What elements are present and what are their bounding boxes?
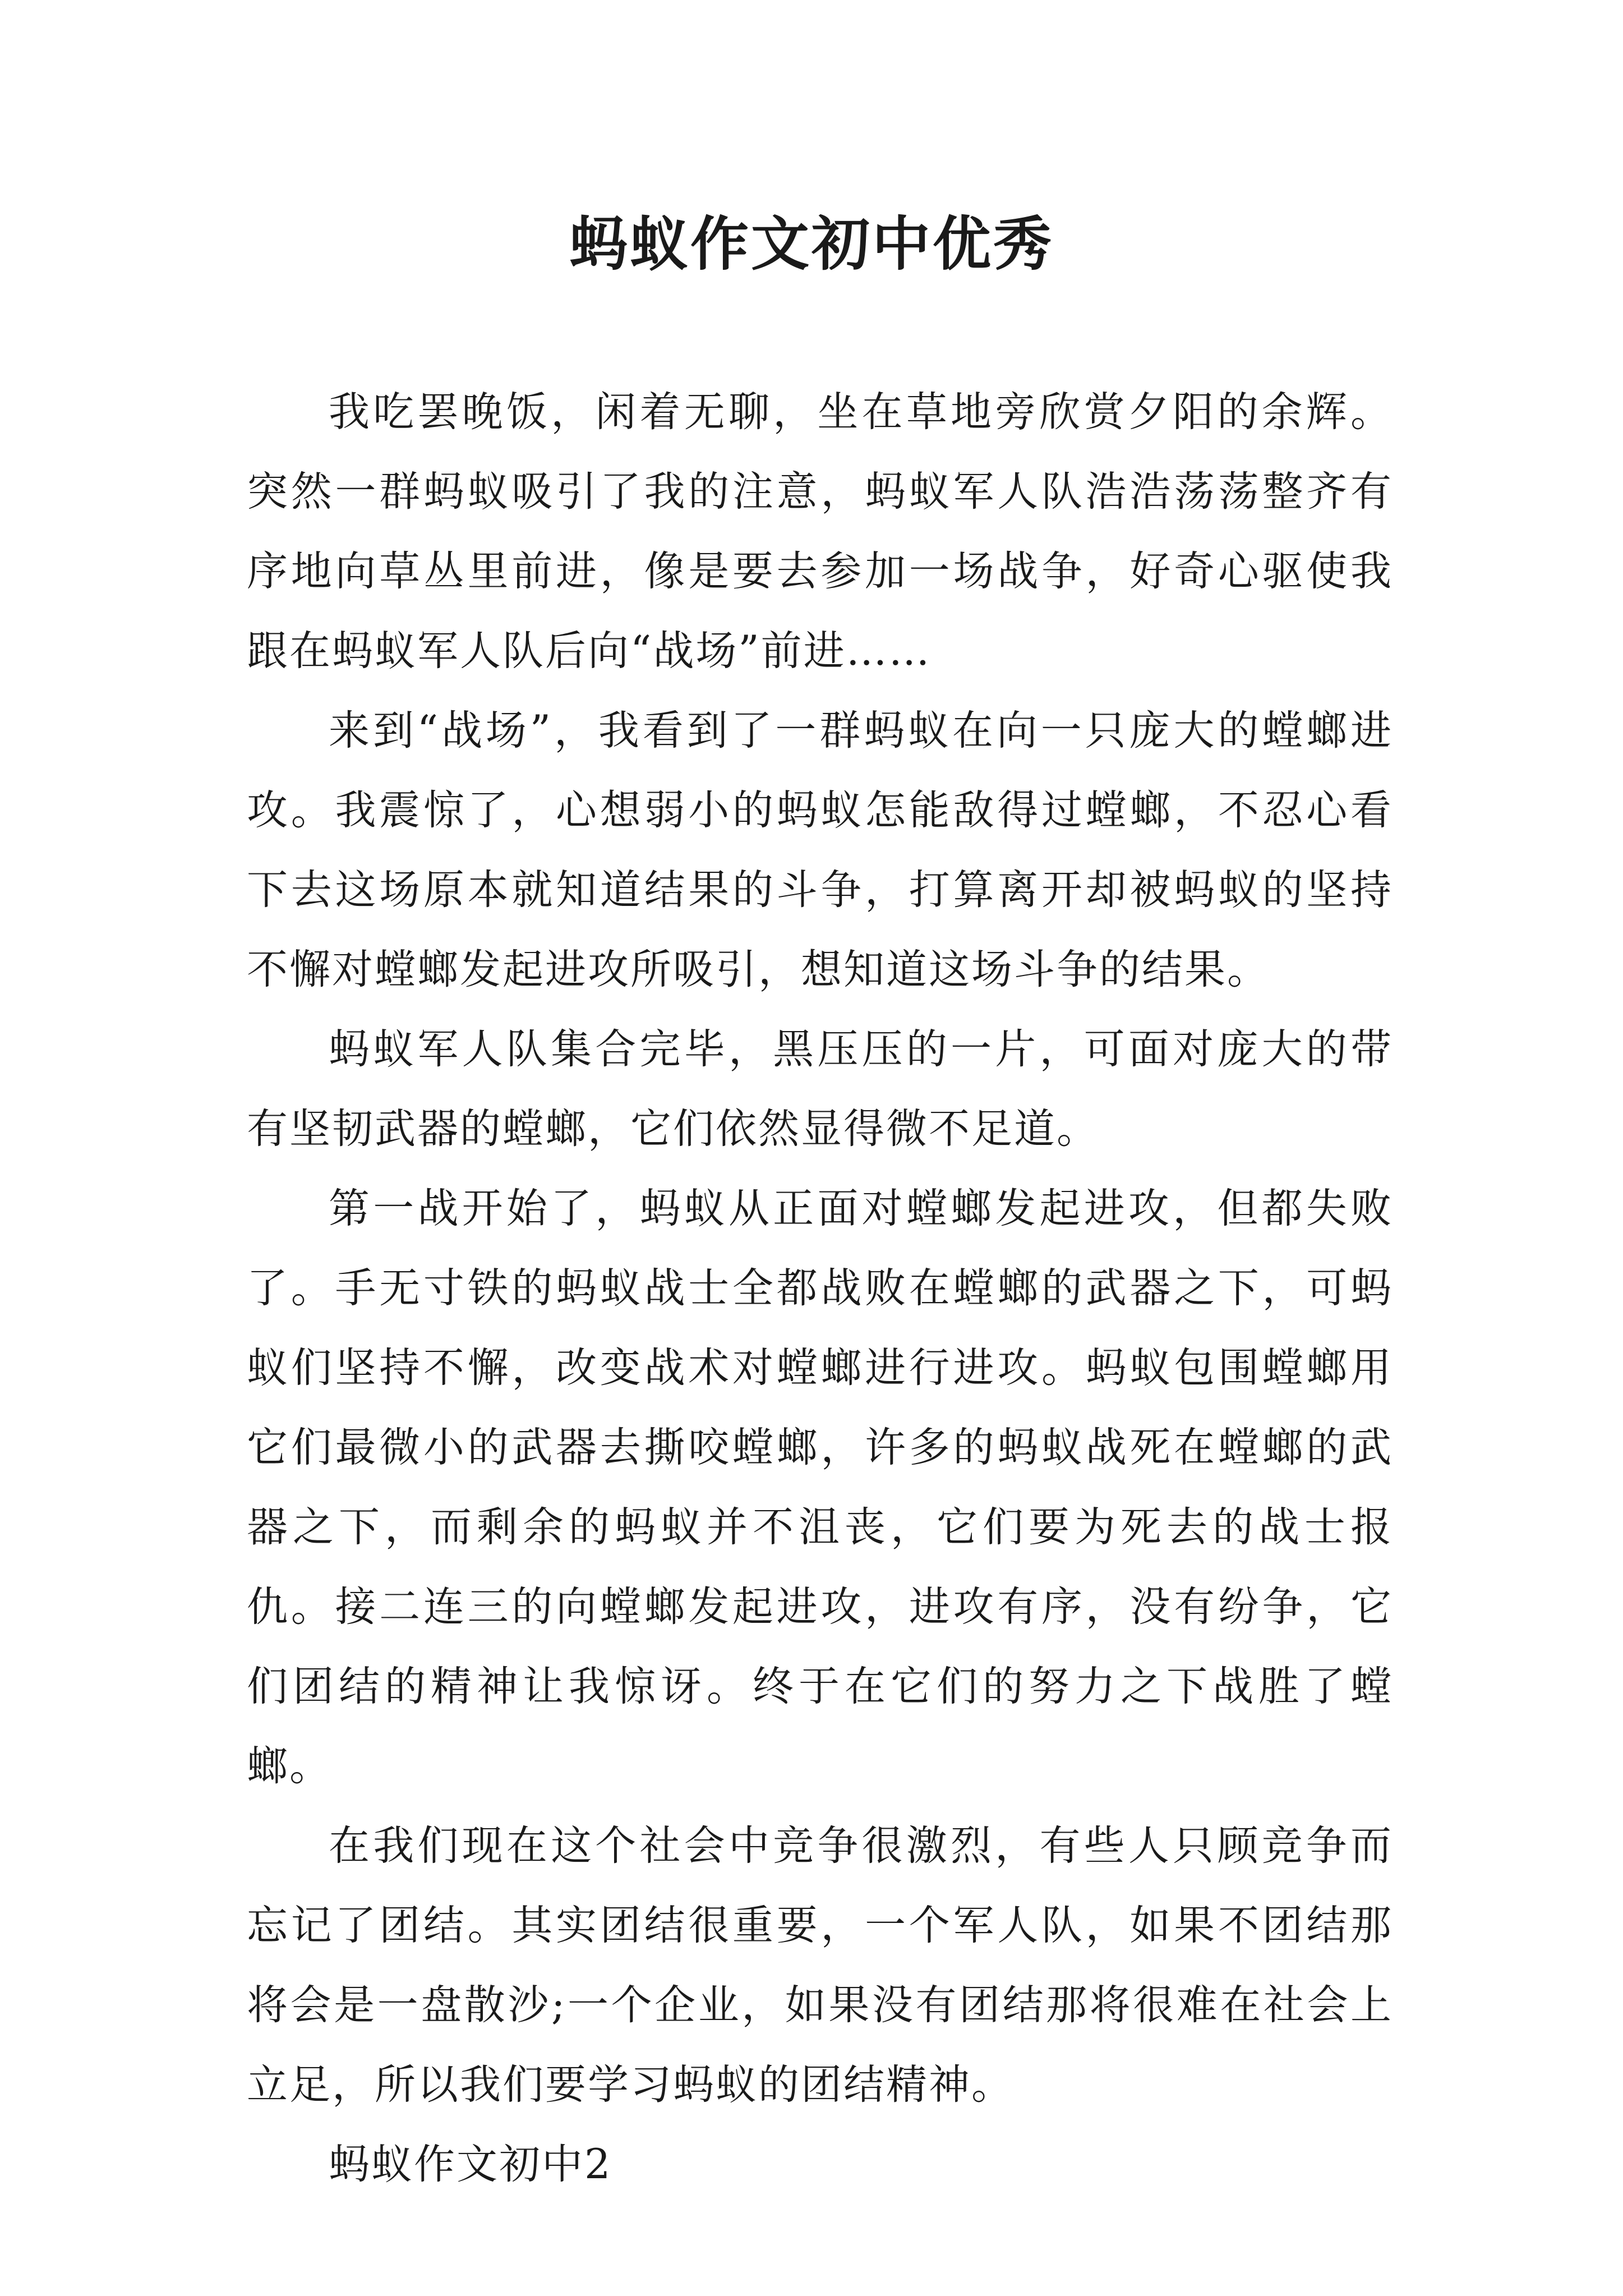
paragraph-5: 在我们现在这个社会中竞争很激烈，有些人只顾竞争而忘记了团结。其实团结很重要，一个军人队，如果不团结那将会是一盘散沙;一个企业，如果没有团结那将很难在社会上立足，所以我们要学习蚂蚁的团结精神。: [247, 1822, 1393, 2109]
paragraph-4: 第一战开始了，蚂蚁从正面对螳螂发起进攻，但都失败了。手无寸铁的蚂蚁战士全都战败在螳螂的武器之下，可蚂蚁们坚持不懈，改变战术对螳螂进行进攻。蚂蚁包围螳螂用它们最微小的武器去撕咬螳螂，许多的蚂蚁战死在螳螂的武器之下，而剩余的蚂蚁并不沮丧，它们要为死去的战士报仇。接二连三的向螳螂发起进攻，进攻有序，没有纷争，它们团结的精神让我惊讶。终于在它们的努力之下战胜了螳螂。: [247, 1185, 1393, 1790]
paragraph-2: 来到“战场”，我看到了一群蚂蚁在向一只庞大的螳螂进攻。我震惊了，心想弱小的蚂蚁怎能敌得过螳螂，不忍心看下去这场原本就知道结果的斗争，打算离开却被蚂蚁的坚持不懈对螳螂发起进攻所吸引，想知道这场斗争的结果。: [247, 707, 1393, 993]
document-title: 蚂蚁作文初中优秀: [569, 209, 1054, 278]
section-heading-2: 蚂蚁作文初中2: [329, 2141, 612, 2188]
document-body: [247, 372, 1393, 2205]
paragraph-1: 我吃罢晚饭，闲着无聊，坐在草地旁欣赏夕阳的余辉。突然一群蚂蚁吸引了我的注意，蚂蚁军人队浩浩荡荡整齐有序地向草丛里前进，像是要去参加一场战争，好奇心驱使我跟在蚂蚁军人队后向“战场”前进……: [247, 388, 1393, 675]
paragraph-3: 蚂蚁军人队集合完毕，黑压压的一片，可面对庞大的带有坚韧武器的螳螂，它们依然显得微不足道。: [247, 1025, 1393, 1153]
